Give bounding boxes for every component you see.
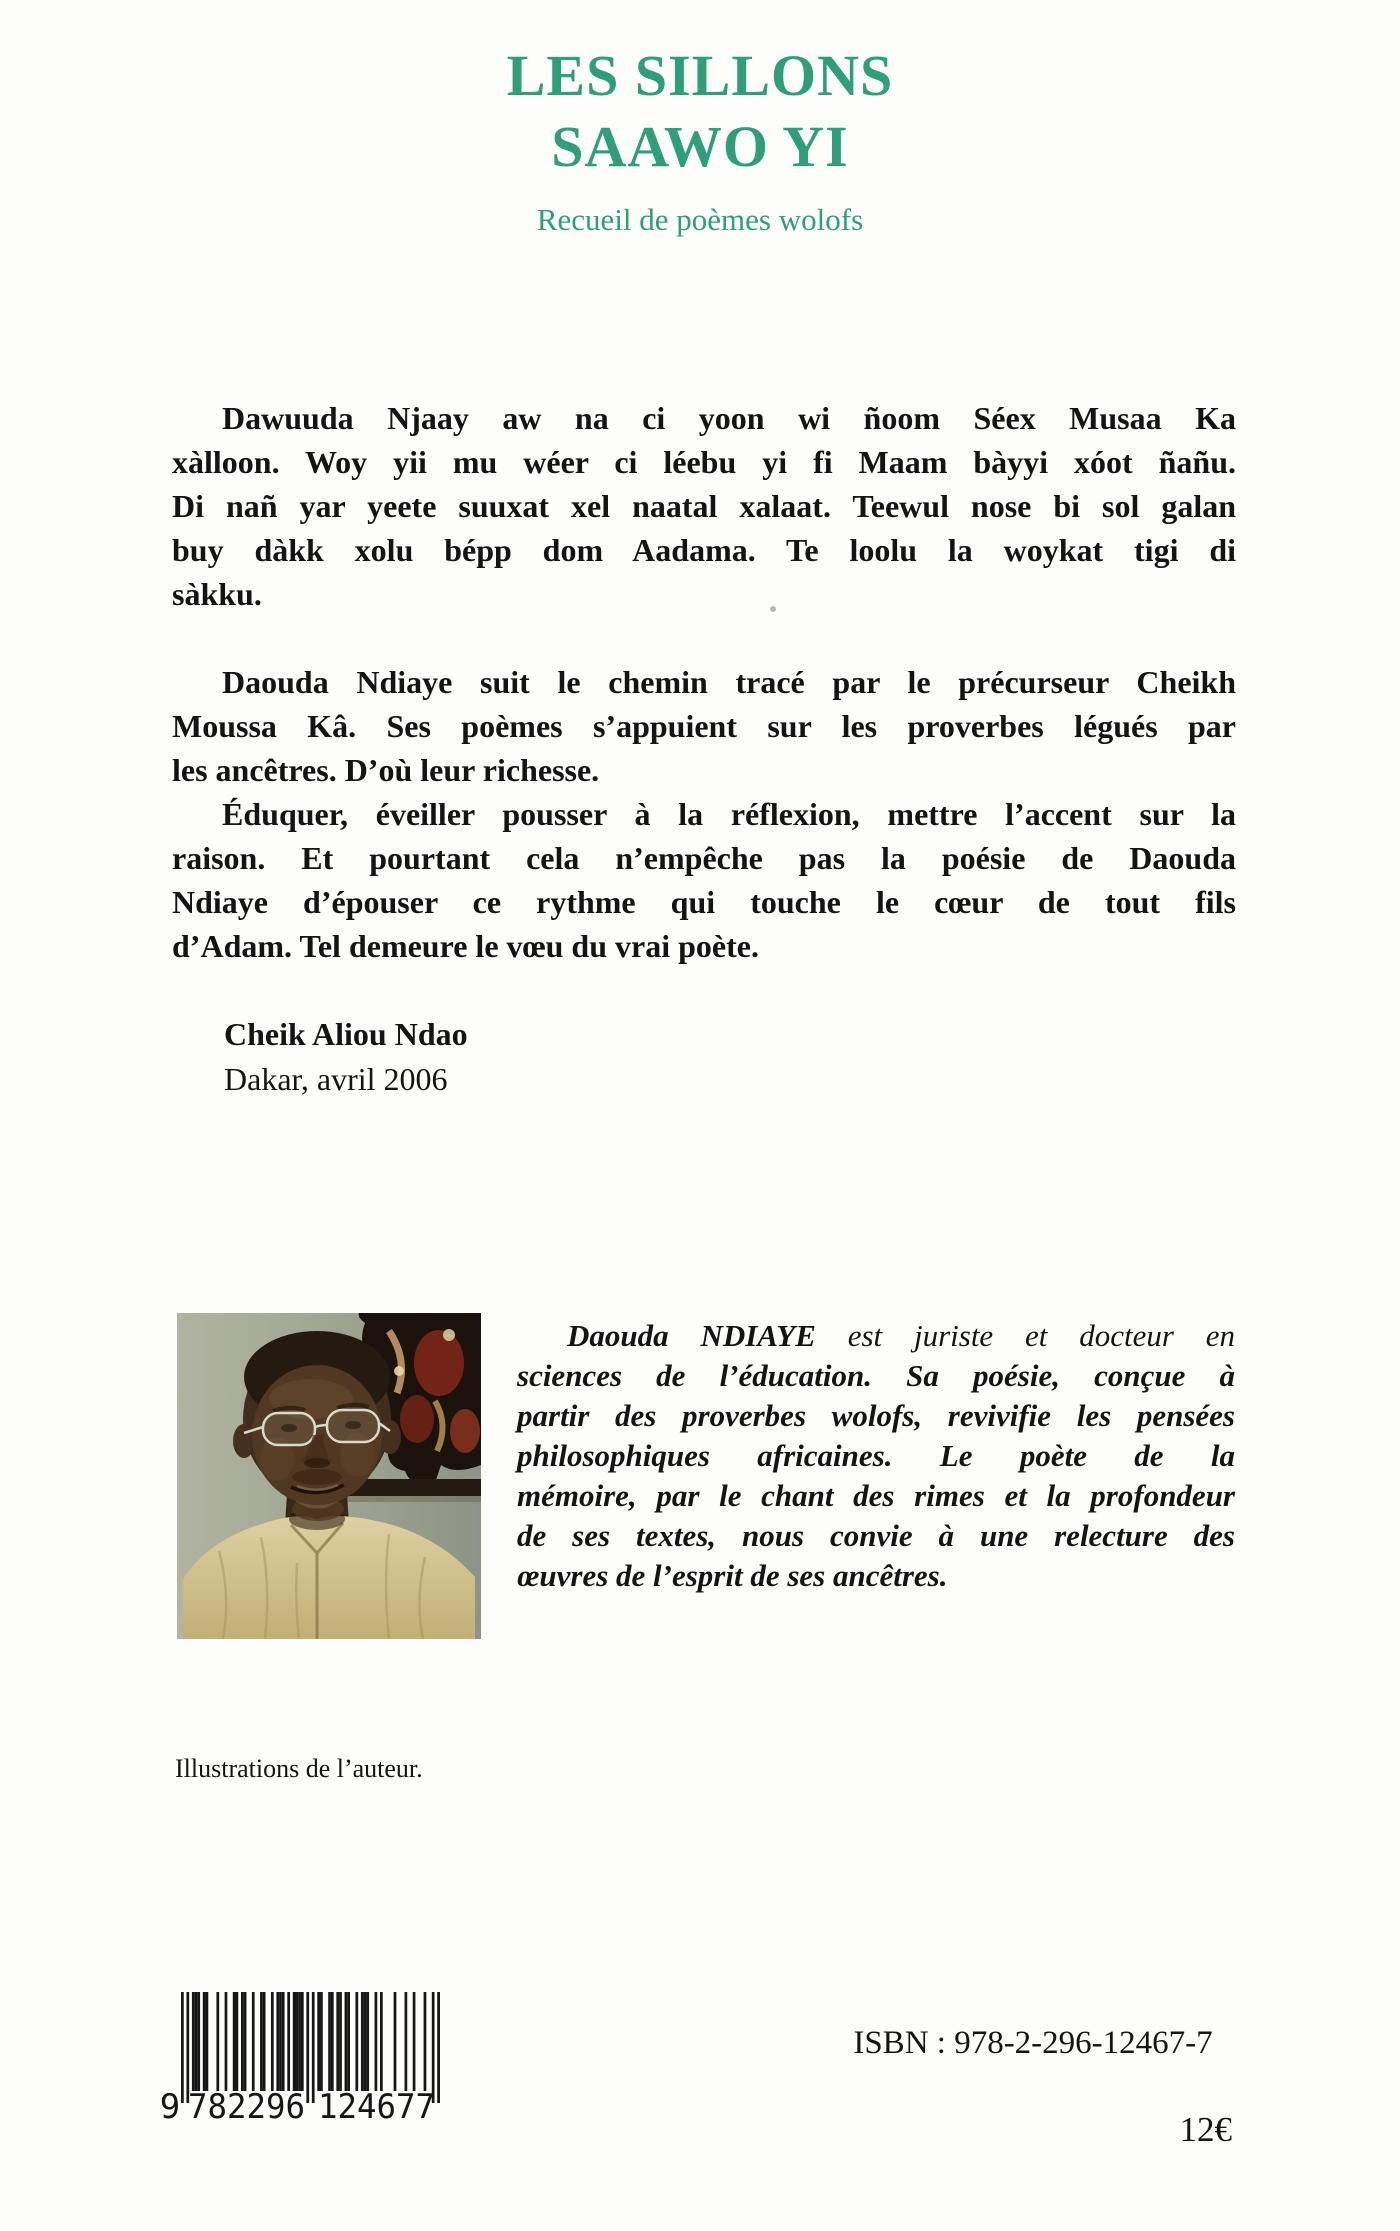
text-line: raison. Et pourtant cela n’empêche pas la poésie de Daouda — [172, 840, 1236, 876]
text-line: xàlloon. Woy yii mu wéer ci léebu yi fi Maam bàyyi xóot ñañu. — [172, 444, 1236, 480]
text-line: les ancêtres. D’où leur richesse. — [172, 752, 600, 788]
text-line: philosophiques africaines. Le poète de la — [517, 1438, 1235, 1473]
text-line: Ndiaye d’épouser ce rythme qui touche le cœur de tout fils — [172, 884, 1236, 920]
text-line: partir des proverbes wolofs, revivifie les pensées — [517, 1398, 1235, 1433]
author-portrait-illustration — [177, 1313, 481, 1639]
text-line: d’Adam. Tel demeure le vœu du vrai poète. — [172, 928, 759, 964]
illustrations-note: Illustrations de l’auteur. — [175, 1754, 423, 1783]
price: 12€ — [1179, 2110, 1232, 2149]
text-line: Di nañ yar yeete suuxat xel naatal xalaat. Teewul nose bi sol galan — [172, 488, 1236, 524]
barcode-right-digits: 124677 — [318, 2087, 435, 2127]
text-line: mémoire, par le chant des rimes et la profondeur — [517, 1478, 1235, 1513]
text-line: sàkku. — [172, 576, 262, 612]
author-bio — [517, 1316, 1235, 1596]
french-paragraph-2 — [172, 792, 1236, 968]
back-cover-text — [172, 396, 1236, 1102]
book-title-line1: LES SILLONS — [506, 43, 894, 108]
text-line: sciences de l’éducation. Sa poésie, conçue à — [517, 1358, 1235, 1393]
book-subtitle: Recueil de poèmes wolofs — [536, 202, 864, 237]
text-line: Daouda NDIAYE est juriste et docteur en — [567, 1318, 1235, 1353]
text-line: buy dàkk xolu bépp dom Aadama. Te loolu la woykat tigi di — [172, 532, 1236, 568]
text-line: Daouda Ndiaye suit le chemin tracé par le précurseur Cheikh — [222, 664, 1236, 700]
text-line: Dawuuda Njaay aw na ci yoon wi ñoom Séex Musaa Ka — [222, 400, 1236, 436]
author-photo — [177, 1313, 481, 1639]
text-line: de ses textes, nous convie à une relecture des — [517, 1518, 1235, 1553]
book-title-line2: SAAWO YI — [551, 114, 849, 179]
text-line: Éduquer, éveiller pousser à la réflexion, mettre l’accent sur la — [222, 796, 1236, 832]
isbn: ISBN : 978-2-296-12467-7 — [853, 2025, 1213, 2061]
barcode-left-digits: 782296 — [188, 2087, 305, 2127]
text-line: œuvres de l’esprit de ses ancêtres. — [517, 1558, 948, 1593]
signature-block — [224, 1012, 1236, 1102]
french-paragraph-1 — [172, 660, 1236, 792]
ean13-barcode — [155, 1985, 455, 2130]
signature-name: Cheik Aliou Ndao — [224, 1016, 468, 1052]
title-block — [0, 40, 1400, 238]
barcode-lead-digit: 9 — [159, 2087, 181, 2127]
text-line: Moussa Kâ. Ses poèmes s’appuient sur les proverbes légués par — [172, 708, 1236, 744]
barcode — [155, 1985, 455, 2130]
signature-place-date: Dakar, avril 2006 — [224, 1061, 448, 1097]
wolof-paragraph — [172, 396, 1236, 616]
